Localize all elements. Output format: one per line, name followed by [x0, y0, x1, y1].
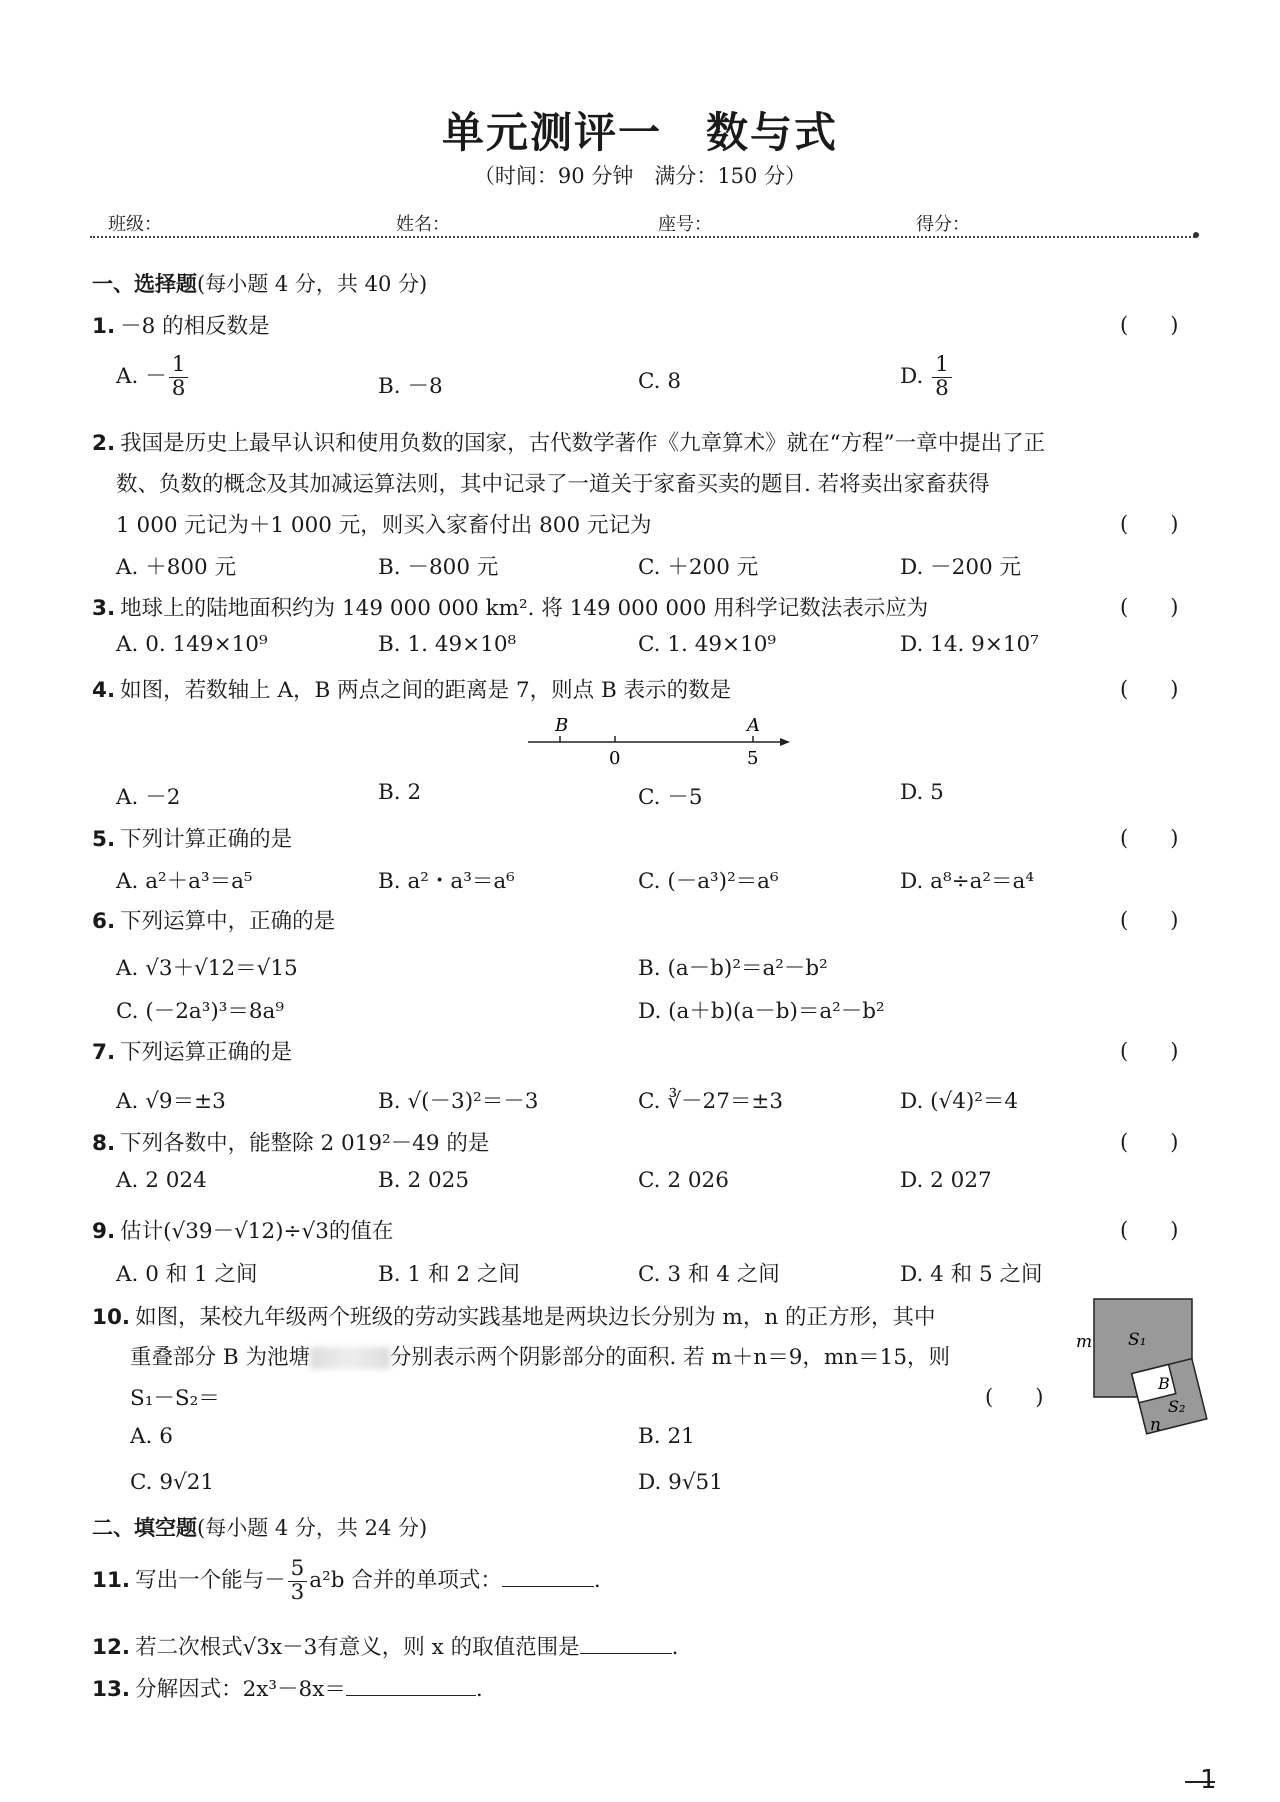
option-d: D. 4 和 5 之间	[900, 1262, 1043, 1287]
page-subtitle: （时间：90 分钟 满分：150 分）	[473, 164, 807, 188]
answer-paren: ( )	[985, 1385, 1044, 1409]
section-choice: 一、选择题(每小题 4 分，共 40 分)	[92, 272, 428, 296]
option-c: C. (－2a³)³＝8a⁹	[116, 999, 284, 1024]
option-a: A. 2 024	[116, 1168, 207, 1193]
option-a: A. √3＋√12＝√15	[116, 956, 298, 981]
option-d: D. 2 027	[900, 1168, 992, 1193]
option-c: C. 2 026	[638, 1168, 729, 1193]
answer-blank[interactable]	[580, 1653, 672, 1654]
question-2-line2: 数、负数的概念及其加减运算法则，其中记录了一道关于家畜买卖的题目. 若将卖出家畜获得	[116, 472, 990, 497]
option-a: A. √9＝±3	[116, 1089, 226, 1114]
answer-paren: ( )	[1120, 677, 1179, 701]
option-d: D. －200 元	[900, 555, 1022, 580]
label-s1: S₁	[1128, 1330, 1147, 1350]
squares-figure	[1070, 1295, 1220, 1435]
divider-dot	[1193, 232, 1199, 238]
option-b: B. 2	[378, 780, 422, 805]
tick-zero: 0	[609, 748, 621, 769]
page-number: 1	[1200, 1765, 1217, 1795]
option-c: C. (－a³)²＝a⁶	[638, 869, 779, 894]
answer-blank[interactable]	[502, 1586, 594, 1587]
answer-paren: ( )	[1120, 1130, 1179, 1154]
option-b: B. 1 和 2 之间	[378, 1262, 520, 1287]
tick-five: 5	[747, 748, 759, 769]
option-d: D. (√4)²＝4	[900, 1089, 1019, 1114]
option-d: D. (a＋b)(a－b)＝a²－b²	[638, 999, 885, 1024]
answer-paren: ( )	[1120, 908, 1179, 932]
option-d: D. 5	[900, 780, 944, 805]
question-11: 11. 写出一个能与－ $\frac{5}{3}$ a²b 合并的单项式： .	[92, 1556, 601, 1605]
option-c: C. 8	[638, 369, 682, 394]
option-a: A. ＋800 元	[116, 555, 237, 580]
option-d: D. 14. 9×10⁷	[900, 632, 1039, 657]
label-n: n	[1150, 1415, 1161, 1435]
section-fill: 二、填空题(每小题 4 分，共 24 分)	[92, 1516, 428, 1540]
number-line-figure	[520, 712, 800, 770]
question-10-line2: 重叠部分 B 为池塘 分别表示两个阴影部分的面积. 若 m＋n＝9，mn＝15，则	[130, 1345, 950, 1370]
answer-paren: ( )	[1120, 1218, 1179, 1242]
seat-field: 座号：	[658, 214, 712, 235]
question-13: 13. 分解因式：2x³－8x＝ .	[92, 1677, 483, 1702]
question-6: 6. 下列运算中，正确的是	[92, 909, 336, 934]
option-b: B. －800 元	[378, 555, 499, 580]
point-b-label: B	[555, 715, 569, 736]
option-b: B. 1. 49×10⁸	[378, 632, 517, 657]
answer-paren: ( )	[1120, 1039, 1179, 1063]
answer-paren: ( )	[1120, 826, 1179, 850]
score-field: 得分：	[916, 214, 970, 235]
label-b: B	[1158, 1374, 1170, 1393]
question-4: 4. 如图，若数轴上 A，B 两点之间的距离是 7，则点 B 表示的数是	[92, 678, 732, 703]
option-b: B. －8	[378, 374, 443, 399]
option-c: C. ∛－27＝±3	[638, 1089, 784, 1114]
option-d: D. a⁸÷a²＝a⁴	[900, 869, 1034, 894]
option-d: D. $\frac{1}{8}$	[900, 354, 954, 400]
option-c: C. 3 和 4 之间	[638, 1262, 780, 1287]
label-s2: S₂	[1168, 1397, 1186, 1416]
option-a: A. － $\frac{1}{8}$	[116, 354, 190, 400]
option-c: C. ＋200 元	[638, 555, 759, 580]
question-8: 8. 下列各数中，能整除 2 019²－49 的是	[92, 1131, 490, 1156]
name-field: 姓名：	[396, 214, 450, 235]
option-a: A. 6	[130, 1424, 173, 1449]
question-10: 10. 如图，某校九年级两个班级的劳动实践基地是两块边长分别为 m，n 的正方形，其中	[92, 1305, 936, 1330]
option-c: C. －5	[638, 785, 703, 810]
question-10-line3: S₁－S₂＝	[130, 1386, 220, 1411]
label-m: m	[1076, 1332, 1093, 1352]
question-9: 9. 估计(√39－√12)÷√3的值在	[92, 1219, 394, 1244]
option-b: B. 21	[638, 1424, 695, 1449]
answer-paren: ( )	[1120, 313, 1179, 337]
option-d: D. 9√51	[638, 1470, 723, 1495]
option-a: A. 0 和 1 之间	[116, 1262, 258, 1287]
question-2: 2. 我国是历史上最早认识和使用负数的国家，古代数学著作《九章算术》就在“方程”一章中提出了正	[92, 431, 1046, 456]
question-5: 5. 下列计算正确的是	[92, 827, 293, 852]
option-b: B. √(－3)²＝－3	[378, 1089, 539, 1114]
option-a: A. －2	[116, 785, 181, 810]
question-3: 3. 地球上的陆地面积约为 149 000 000 km². 将 149 000 000 用科学记数法表示应为	[92, 596, 929, 621]
answer-blank[interactable]	[346, 1695, 476, 1696]
question-1: 1. －8 的相反数是	[92, 314, 270, 339]
question-7: 7. 下列运算正确的是	[92, 1040, 293, 1065]
option-a: A. a²＋a³＝a⁵	[116, 869, 253, 894]
option-a: A. 0. 149×10⁹	[116, 632, 268, 657]
option-c: C. 9√21	[130, 1470, 215, 1495]
option-b: B. (a－b)²＝a²－b²	[638, 956, 828, 981]
option-b: B. 2 025	[378, 1168, 470, 1193]
class-field: 班级：	[108, 214, 162, 235]
question-2-line3: 1 000 元记为＋1 000 元，则买入家畜付出 800 元记为	[116, 513, 652, 538]
point-a-label: A	[747, 715, 760, 736]
answer-paren: ( )	[1120, 512, 1179, 536]
option-c: C. 1. 49×10⁹	[638, 632, 777, 657]
option-b: B. a²・a³＝a⁶	[378, 869, 515, 894]
question-12: 12. 若二次根式√3x－3有意义，则 x 的取值范围是 .	[92, 1635, 679, 1660]
answer-paren: ( )	[1120, 595, 1179, 619]
divider-line	[90, 236, 1195, 238]
blurred-text	[310, 1347, 390, 1369]
page-title: 单元测评一 数与式	[441, 108, 838, 157]
